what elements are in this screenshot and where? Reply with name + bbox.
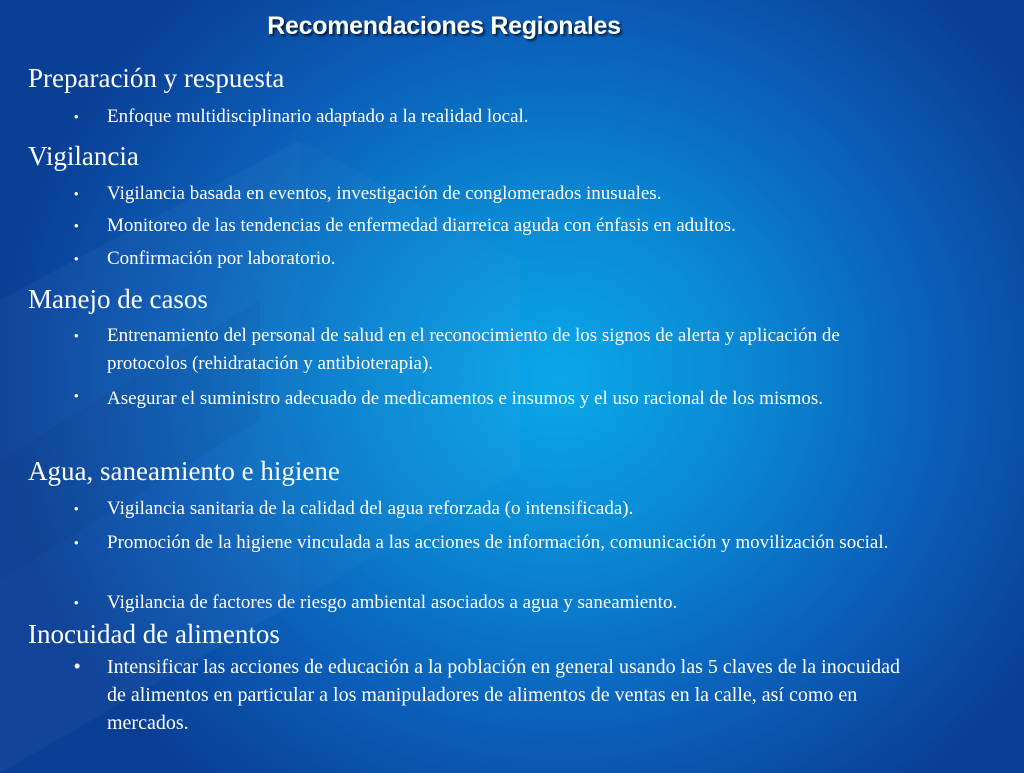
bullet-text: Monitoreo de las tendencias de enfermedad diarreica aguda con énfasis en adultos. <box>107 215 736 236</box>
bullet-icon: • <box>74 218 79 233</box>
bullet-icon: • <box>74 501 79 516</box>
bullet-icon: • <box>74 535 79 550</box>
bullet-text: Vigilancia basada en eventos, investigación de conglomerados inusuales. <box>107 183 662 204</box>
bullet-text: Vigilancia de factores de riesgo ambiental asociados a agua y saneamiento. <box>107 592 678 613</box>
slide-title: Recomendaciones Regionales <box>267 12 621 40</box>
bullet-text: Promoción de la higiene vinculada a las acciones de información, comunicación y movilización social. <box>107 532 889 553</box>
bullet-icon: • <box>74 388 79 403</box>
bullet-text: Confirmación por laboratorio. <box>107 248 336 269</box>
section-heading-agua-saneamiento: Agua, saneamiento e higiene <box>28 456 340 486</box>
section-heading-preparacion: Preparación y respuesta <box>28 63 285 93</box>
section-heading-manejo-de-casos: Manejo de casos <box>28 284 208 314</box>
bullet-icon: • <box>74 251 79 266</box>
bullet-icon: • <box>74 186 79 201</box>
bullet-icon: • <box>74 328 79 343</box>
bullet-icon: • <box>74 656 81 676</box>
section-heading-vigilancia: Vigilancia <box>28 141 139 171</box>
bullet-text: Intensificar las acciones de educación a la población en general usando las 5 claves de la inocuidad de alimentos en particular a los manipuladores de alimentos de ventas en la calle, así como en mercados. <box>107 656 900 734</box>
bullet-text: Vigilancia sanitaria de la calidad del agua reforzada (o intensificada). <box>107 498 634 519</box>
section-heading-inocuidad: Inocuidad de alimentos <box>28 619 280 649</box>
bullet-text: Enfoque multidisciplinario adaptado a la realidad local. <box>107 106 529 127</box>
bullet-icon: • <box>74 595 79 610</box>
bullet-text: Entrenamiento del personal de salud en el reconocimiento de los signos de alerta y aplicación de protocolos (rehidratación y antibioterapia). <box>107 325 840 374</box>
bullet-icon: • <box>74 109 79 124</box>
bullet-text: Asegurar el suministro adecuado de medicamentos e insumos y el uso racional de los mismos. <box>107 388 824 409</box>
